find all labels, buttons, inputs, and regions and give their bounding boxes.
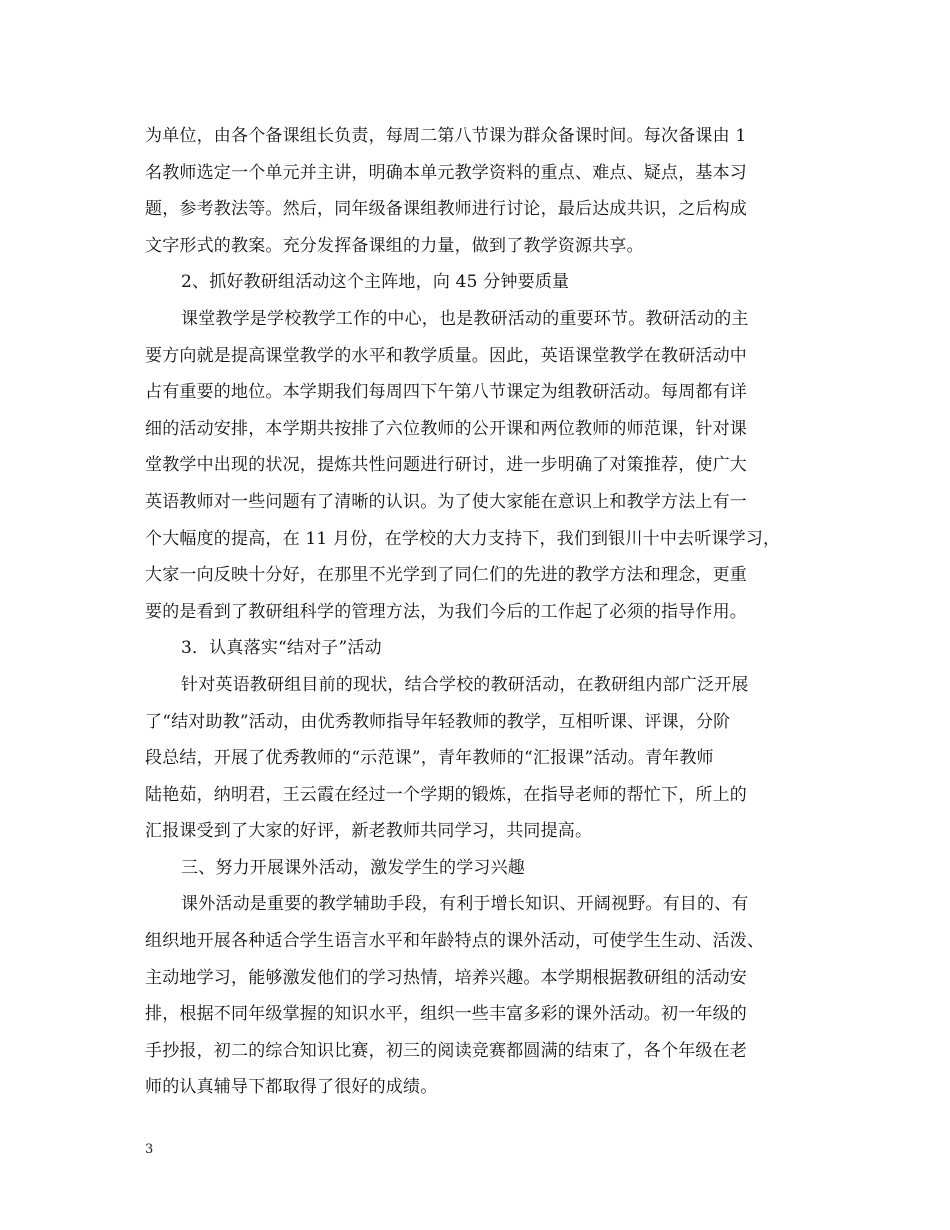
text-line: 3．认真落实“结对子”活动 bbox=[181, 638, 382, 659]
text-line: 大家一向反映十分好，在那里不光学到了同仁们的先进的教学方法和理念，更重 bbox=[145, 565, 747, 586]
text-line: 主动地学习，能够激发他们的学习热情，培养兴趣。本学期根据教研组的活动安 bbox=[145, 967, 747, 988]
text-line: 课堂教学是学校教学工作的中心，也是教研活动的重要环节。教研活动的主 bbox=[181, 308, 749, 329]
text-line: 段总结，开展了优秀教师的“示范课”，青年教师的“汇报课”活动。青年教师 bbox=[145, 748, 714, 769]
text-line: 个大幅度的提高，在 11 月份，在学校的大力支持下，我们到银川十中去听课学习， bbox=[145, 528, 781, 549]
text-line: 2、抓好教研组活动这个主阵地，向 45 分钟要质量 bbox=[181, 272, 570, 293]
text-line: 细的活动安排，本学期共按排了六位教师的公开课和两位教师的师范课，针对课 bbox=[145, 418, 747, 439]
text-line: 课外活动是重要的教学辅助手段，有利于增长知识、开阔视野。有目的、有 bbox=[181, 894, 749, 915]
text-line: 针对英语教研组目前的现状，结合学校的教研活动，在教研组内部广泛开展 bbox=[181, 674, 749, 695]
text-line: 组织地开展各种适合学生语言水平和年龄特点的课外活动，可使学生生动、活泼、 bbox=[145, 931, 765, 952]
text-line: 文字形式的教案。充分发挥备课组的力量，做到了教学资源共享。 bbox=[145, 235, 644, 256]
text-line: 汇报课受到了大家的好评，新老教师共同学习，共同提高。 bbox=[145, 821, 593, 842]
text-line: 师的认真辅导下都取得了很好的成绩。 bbox=[145, 1077, 438, 1098]
text-line: 要的是看到了教研组科学的管理方法，为我们今后的工作起了必须的指导作用。 bbox=[145, 601, 747, 622]
text-line: 要方向就是提高课堂教学的水平和教学质量。因此，英语课堂教学在教研活动中 bbox=[145, 345, 747, 366]
document-body bbox=[145, 118, 810, 1106]
text-line: 占有重要的地位。本学期我们每周四下午第八节课定为组教研活动。每周都有详 bbox=[145, 382, 747, 403]
text-line: 手抄报，初二的综合知识比赛，初三的阅读竞赛都圆满的结束了，各个年级在老 bbox=[145, 1040, 747, 1061]
text-line: 英语教师对一些问题有了清晰的认识。为了使大家能在意识上和教学方法上有一 bbox=[145, 491, 747, 512]
text-line: 堂教学中出现的状况，提炼共性问题进行研讨，进一步明确了对策推荐，使广大 bbox=[145, 455, 747, 476]
text-line: 为单位，由各个备课组长负责，每周二第八节课为群众备课时间。每次备课由 1 bbox=[145, 126, 747, 146]
text-line: 排，根据不同年级掌握的知识水平，组织一些丰富多彩的课外活动。初一年级的 bbox=[145, 1004, 747, 1025]
text-line: 题，参考教法等。然后，同年级备课组教师进行讨论，最后达成共识，之后构成 bbox=[145, 199, 747, 220]
page-number: 3 bbox=[145, 1142, 154, 1157]
text-line: 陆艳茹，纳明君，王云霞在经过一个学期的锻炼，在指导老师的帮忙下，所上的 bbox=[145, 784, 747, 805]
text-line: 名教师选定一个单元并主讲，明确本单元教学资料的重点、难点、疑点，基本习 bbox=[145, 162, 747, 183]
text-line: 了“结对助教”活动，由优秀教师指导年轻教师的教学，互相听课、评课，分阶 bbox=[145, 711, 731, 732]
text-line: 三、努力开展课外活动，激发学生的学习兴趣 bbox=[181, 857, 525, 878]
